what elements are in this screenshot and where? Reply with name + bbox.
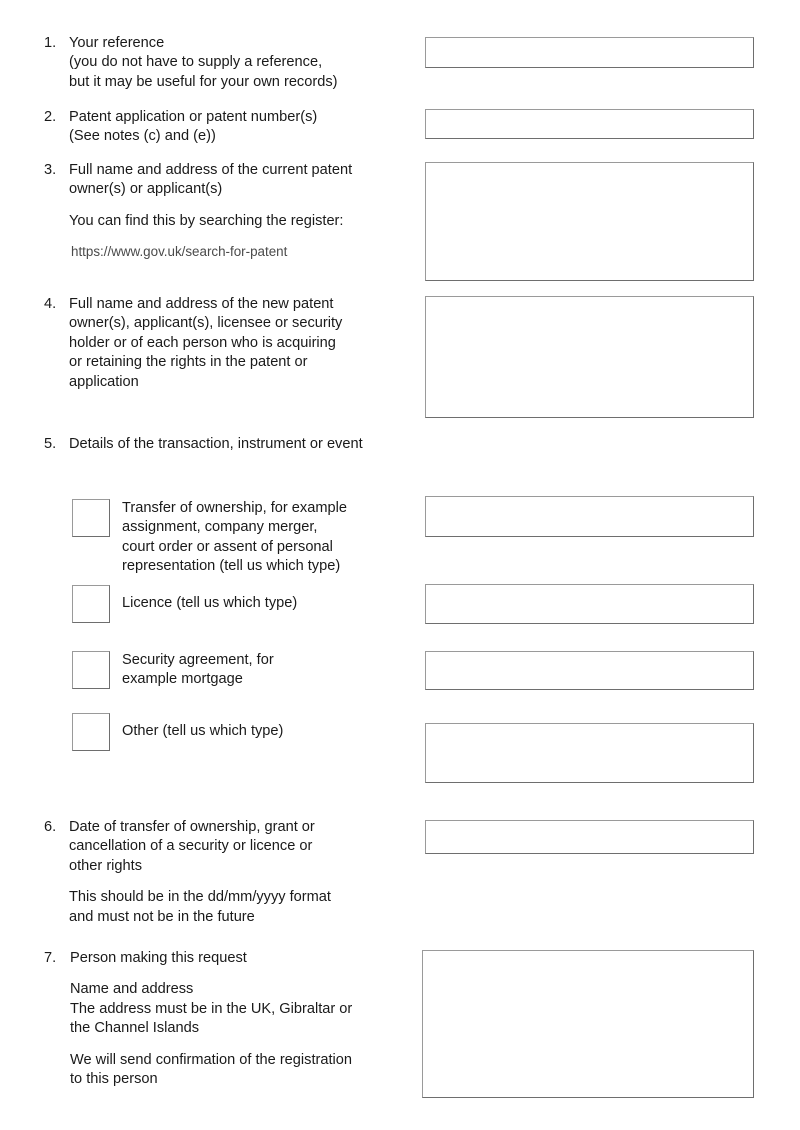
question-3-body <box>69 161 352 262</box>
question-4-text: Full name and address of the new patent owner(s), applicant(s), licensee or security holder or of each person who is acquiring or retaining the rights in the patent or application <box>69 296 343 390</box>
question-7 <box>44 949 352 1089</box>
question-2-text: Patent application or patent number(s) (See notes (c) and (e)) <box>69 109 318 145</box>
question-1-number: 1. <box>44 35 57 51</box>
question-6-text: Date of transfer of ownership, grant or cancellation of a security or licence or other rights <box>69 819 315 874</box>
question-3-number: 3. <box>44 162 57 178</box>
transaction-option-label: Security agreement, for example mortgage <box>122 652 274 688</box>
checkbox-licence[interactable] <box>72 585 110 623</box>
transaction-option-label: Licence (tell us which type) <box>122 595 298 611</box>
transaction-option-transfer-of-ownership[interactable] <box>72 499 347 577</box>
transaction-option-label: Transfer of ownership, for example assignment, company merger, court order or assent of personal representation (tell us which type) <box>122 500 347 575</box>
transaction-option-label: Other (tell us which type) <box>122 723 284 739</box>
checkbox-transfer-of-ownership[interactable] <box>72 499 110 537</box>
answer-box-security-agreement[interactable] <box>425 651 754 690</box>
answer-box-patent-number[interactable] <box>425 109 754 139</box>
question-2 <box>44 108 317 147</box>
answer-box-licence[interactable] <box>425 584 754 624</box>
question-4 <box>44 295 342 392</box>
question-2-body <box>69 108 317 147</box>
question-3-hint: You can find this by searching the register: <box>69 212 344 229</box>
question-5-body <box>69 435 363 454</box>
question-5 <box>44 435 363 454</box>
answer-box-your-reference[interactable] <box>425 37 754 68</box>
question-5-number: 5. <box>44 436 57 452</box>
question-1 <box>44 34 337 92</box>
question-3-text: Full name and address of the current patent owner(s) or applicant(s) <box>69 162 353 198</box>
question-2-number: 2. <box>44 109 57 125</box>
question-7-body <box>70 949 352 1089</box>
question-7-text: Person making this request <box>70 950 247 966</box>
question-3 <box>44 161 352 262</box>
question-7-number: 7. <box>44 950 57 966</box>
question-5-text: Details of the transaction, instrument or event <box>69 436 363 452</box>
question-1-text: Your reference (you do not have to supply a reference, but it may be useful for your own records) <box>69 35 338 90</box>
question-6 <box>44 818 331 927</box>
answer-box-transfer-of-ownership[interactable] <box>425 496 754 537</box>
answer-box-date-of-transfer[interactable] <box>425 820 754 854</box>
transaction-option-other[interactable] <box>72 713 283 741</box>
question-7-confirmation-hint: We will send confirmation of the registration to this person <box>70 1051 353 1088</box>
answer-box-current-owner[interactable] <box>425 162 754 281</box>
transaction-option-licence[interactable] <box>72 585 297 613</box>
question-7-address-hint: Name and address The address must be in the UK, Gibraltar or the Channel Islands <box>70 981 353 1037</box>
question-4-number: 4. <box>44 296 57 312</box>
transaction-option-security-agreement[interactable] <box>72 651 274 690</box>
answer-box-person-making-request[interactable] <box>422 950 754 1098</box>
question-6-number: 6. <box>44 819 57 835</box>
checkbox-other[interactable] <box>72 713 110 751</box>
answer-box-other[interactable] <box>425 723 754 783</box>
question-6-body <box>69 818 331 927</box>
question-4-body <box>69 295 342 392</box>
checkbox-security-agreement[interactable] <box>72 651 110 689</box>
answer-box-new-owner[interactable] <box>425 296 754 418</box>
question-6-hint: This should be in the dd/mm/yyyy format and must not be in the future <box>69 889 331 925</box>
register-search-url[interactable]: https://www.gov.uk/search-for-patent <box>71 244 288 260</box>
question-1-body <box>69 34 337 92</box>
